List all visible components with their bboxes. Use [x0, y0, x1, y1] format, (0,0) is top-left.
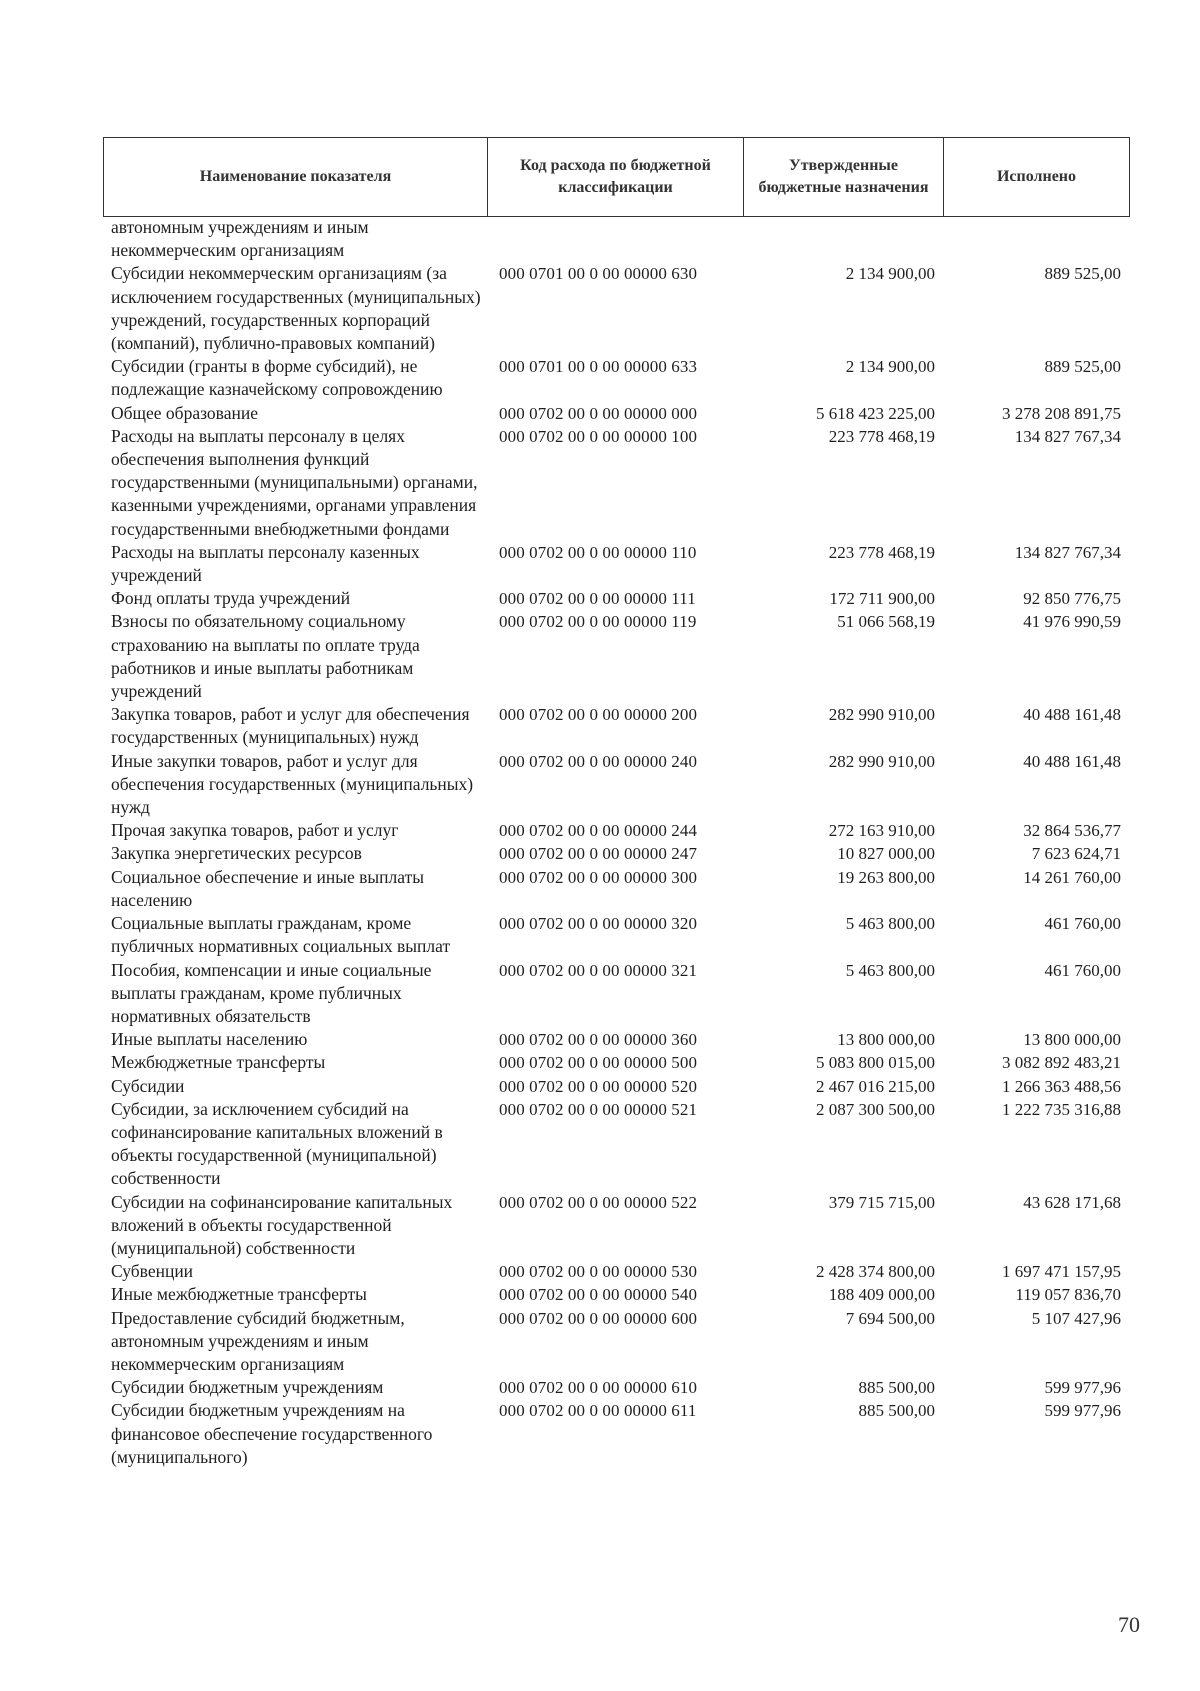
row-code: 000 0702 00 0 00 00000 119	[499, 612, 697, 632]
row-approved: 10 827 000,00	[837, 844, 935, 864]
table-row	[103, 1307, 1129, 1377]
row-name: Расходы на выплаты персоналу в целях обеспечения выполнения функций государственными (муниципальными) органами, казенными учреждениями, органами управления государственными внебюджетными фондами	[111, 425, 478, 539]
row-executed: 599 977,96	[1044, 1378, 1121, 1398]
row-executed: 43 628 171,68	[1023, 1192, 1121, 1212]
row-executed: 13 800 000,00	[1023, 1030, 1121, 1050]
row-executed: 92 850 776,75	[1023, 589, 1121, 609]
table-row	[103, 1051, 1129, 1074]
row-code: 000 0702 00 0 00 00000 247	[499, 844, 698, 864]
row-name: Расходы на выплаты персоналу казенных учреждений	[111, 541, 420, 586]
row-name: Субсидии, за исключением субсидий на софинансирование капитальных вложений в объекты государственной (муниципальной) собственности	[111, 1098, 443, 1189]
row-executed: 7 623 624,71	[1031, 844, 1121, 864]
row-approved: 7 694 500,00	[845, 1308, 935, 1328]
row-code: 000 0702 00 0 00 00000 611	[499, 1401, 697, 1421]
row-approved: 2 467 016 215,00	[816, 1076, 935, 1096]
row-code: 000 0702 00 0 00 00000 320	[499, 914, 698, 934]
row-code: 000 0702 00 0 00 00000 530	[499, 1262, 698, 1282]
column-header-name: Наименование показателя	[104, 138, 488, 217]
row-code: 000 0702 00 0 00 00000 600	[499, 1308, 698, 1328]
table-row	[103, 216, 1129, 262]
column-header-executed: Исполнено	[944, 138, 1130, 217]
row-executed: 3 278 208 891,75	[1002, 403, 1121, 423]
row-code: 000 0702 00 0 00 00000 520	[499, 1076, 698, 1096]
row-name: Субсидии бюджетным учреждениям	[111, 1377, 384, 1398]
row-approved: 2 087 300 500,00	[816, 1099, 935, 1119]
row-executed: 40 488 161,48	[1023, 705, 1121, 725]
row-executed: 1 222 735 316,88	[1002, 1099, 1121, 1119]
row-approved: 223 778 468,19	[828, 542, 935, 562]
row-name: автономным учреждениям и иным некоммерческим организациям	[111, 217, 369, 261]
row-approved: 2 134 900,00	[845, 357, 935, 377]
row-code: 000 0702 00 0 00 00000 240	[499, 751, 698, 771]
row-approved: 51 066 568,19	[837, 612, 935, 632]
row-executed: 461 760,00	[1044, 960, 1121, 980]
row-approved	[743, 216, 943, 262]
row-name: Фонд оплаты труда учреждений	[111, 588, 351, 609]
table-header	[103, 137, 1130, 217]
row-code: 000 0701 00 0 00 00000 630	[499, 264, 698, 284]
table-row	[103, 1098, 1129, 1191]
row-executed: 461 760,00	[1044, 914, 1121, 934]
table-row	[103, 1028, 1129, 1051]
row-code: 000 0702 00 0 00 00000 521	[499, 1099, 698, 1119]
table-row	[103, 1399, 1129, 1469]
row-approved: 19 263 800,00	[837, 867, 935, 887]
table-row	[103, 1283, 1129, 1306]
table-row	[103, 402, 1129, 425]
row-executed: 134 827 767,34	[1014, 426, 1121, 446]
row-approved: 5 618 423 225,00	[816, 403, 935, 423]
table-row	[103, 1260, 1129, 1283]
table-row	[103, 355, 1129, 401]
row-executed: 5 107 427,96	[1031, 1308, 1121, 1328]
table-row	[103, 1075, 1129, 1098]
row-code: 000 0702 00 0 00 00000 300	[499, 867, 698, 887]
row-name: Пособия, компенсации и иные социальные выплаты гражданам, кроме публичных нормативных обязательств	[111, 959, 432, 1026]
row-approved: 282 990 910,00	[828, 751, 935, 771]
table-row	[103, 819, 1129, 842]
table-row	[103, 842, 1129, 865]
row-code	[487, 216, 743, 262]
row-approved: 282 990 910,00	[828, 705, 935, 725]
row-name: Субсидии бюджетным учреждениям на финансовое обеспечение государственного (муниципального)	[111, 1400, 433, 1467]
row-executed: 889 525,00	[1044, 264, 1121, 284]
row-approved: 5 463 800,00	[845, 960, 935, 980]
row-code: 000 0702 00 0 00 00000 610	[499, 1378, 698, 1398]
row-name: Иные выплаты населению	[111, 1029, 308, 1050]
row-name: Иные межбюджетные трансферты	[111, 1284, 367, 1305]
row-code: 000 0702 00 0 00 00000 100	[499, 426, 698, 446]
row-executed: 134 827 767,34	[1014, 542, 1121, 562]
row-executed: 14 261 760,00	[1023, 867, 1121, 887]
row-executed: 889 525,00	[1044, 357, 1121, 377]
row-approved: 5 083 800 015,00	[816, 1053, 935, 1073]
row-code: 000 0702 00 0 00 00000 111	[499, 589, 696, 609]
row-name: Предоставление субсидий бюджетным, автономным учреждениям и иным некоммерческим организациям	[111, 1307, 405, 1374]
row-approved: 379 715 715,00	[828, 1192, 935, 1212]
row-code: 000 0702 00 0 00 00000 500	[499, 1053, 698, 1073]
row-executed: 3 082 892 483,21	[1002, 1053, 1121, 1073]
row-executed: 41 976 990,59	[1023, 612, 1121, 632]
row-name: Прочая закупка товаров, работ и услуг	[111, 820, 399, 841]
row-executed: 599 977,96	[1044, 1401, 1121, 1421]
row-approved: 223 778 468,19	[828, 426, 935, 446]
row-name: Субсидии на софинансирование капитальных вложений в объекты государственной (муниципальной) собственности	[111, 1191, 453, 1258]
row-code: 000 0702 00 0 00 00000 360	[499, 1030, 698, 1050]
row-code: 000 0702 00 0 00 00000 000	[499, 403, 698, 423]
row-name: Субсидии	[111, 1075, 185, 1096]
table-row	[103, 1191, 1129, 1261]
row-executed: 1 697 471 157,95	[1002, 1262, 1121, 1282]
table-row	[103, 425, 1129, 541]
row-code: 000 0702 00 0 00 00000 321	[499, 960, 698, 980]
table-row	[103, 587, 1129, 610]
row-executed: 32 864 536,77	[1023, 821, 1121, 841]
column-header-approved: Утвержденные бюджетные назначения	[744, 138, 944, 217]
row-approved: 2 134 900,00	[845, 264, 935, 284]
row-code: 000 0702 00 0 00 00000 110	[499, 542, 697, 562]
row-name: Межбюджетные трансферты	[111, 1052, 326, 1073]
row-approved: 272 163 910,00	[828, 821, 935, 841]
row-approved: 2 428 374 800,00	[816, 1262, 935, 1282]
row-name: Социальные выплаты гражданам, кроме публичных нормативных социальных выплат	[111, 913, 451, 957]
row-executed: 40 488 161,48	[1023, 751, 1121, 771]
row-approved: 13 800 000,00	[837, 1030, 935, 1050]
table-row	[103, 866, 1129, 912]
row-name: Субсидии некоммерческим организациям (за исключением государственных (муниципальных) учреждений, государственных корпораций (компаний), публично-правовых компаний)	[111, 263, 481, 354]
row-name: Взносы по обязательному социальному страхованию на выплаты по оплате труда работников и иные выплаты работникам учреждений	[111, 611, 420, 702]
row-name: Общее образование	[111, 402, 258, 423]
table-row	[103, 1376, 1129, 1399]
row-executed: 119 057 836,70	[1015, 1285, 1121, 1305]
page-number: 70	[1118, 1612, 1140, 1637]
table-row	[103, 610, 1129, 703]
row-approved: 188 409 000,00	[828, 1285, 935, 1305]
column-header-code: Код расхода по бюджетной классификации	[488, 138, 744, 217]
table-row	[103, 912, 1129, 958]
row-name: Закупка энергетических ресурсов	[111, 843, 362, 864]
row-code: 000 0702 00 0 00 00000 200	[499, 705, 698, 725]
row-name: Субсидии (гранты в форме субсидий), не подлежащие казначейскому сопровождению	[111, 356, 443, 400]
row-approved: 885 500,00	[858, 1378, 935, 1398]
row-code: 000 0702 00 0 00 00000 540	[499, 1285, 698, 1305]
row-code: 000 0701 00 0 00 00000 633	[499, 357, 698, 377]
row-approved: 885 500,00	[858, 1401, 935, 1421]
row-approved: 5 463 800,00	[845, 914, 935, 934]
table-row	[103, 959, 1129, 1029]
budget-table	[103, 216, 1129, 1469]
table-row	[103, 541, 1129, 587]
table-row	[103, 262, 1129, 355]
row-name: Социальное обеспечение и иные выплаты населению	[111, 866, 425, 910]
row-code: 000 0702 00 0 00 00000 522	[499, 1192, 698, 1212]
table-row	[103, 750, 1129, 820]
table-row	[103, 703, 1129, 749]
row-executed	[943, 216, 1129, 262]
row-executed: 1 266 363 488,56	[1002, 1076, 1121, 1096]
row-name: Иные закупки товаров, работ и услуг для обеспечения государственных (муниципальных) нужд	[111, 750, 474, 818]
row-code: 000 0702 00 0 00 00000 244	[499, 821, 698, 841]
row-name: Закупка товаров, работ и услуг для обеспечения государственных (муниципальных) нужд	[111, 704, 470, 748]
row-name: Субвенции	[111, 1261, 194, 1282]
row-approved: 172 711 900,00	[829, 589, 935, 609]
budget-table-body	[103, 216, 1129, 1469]
